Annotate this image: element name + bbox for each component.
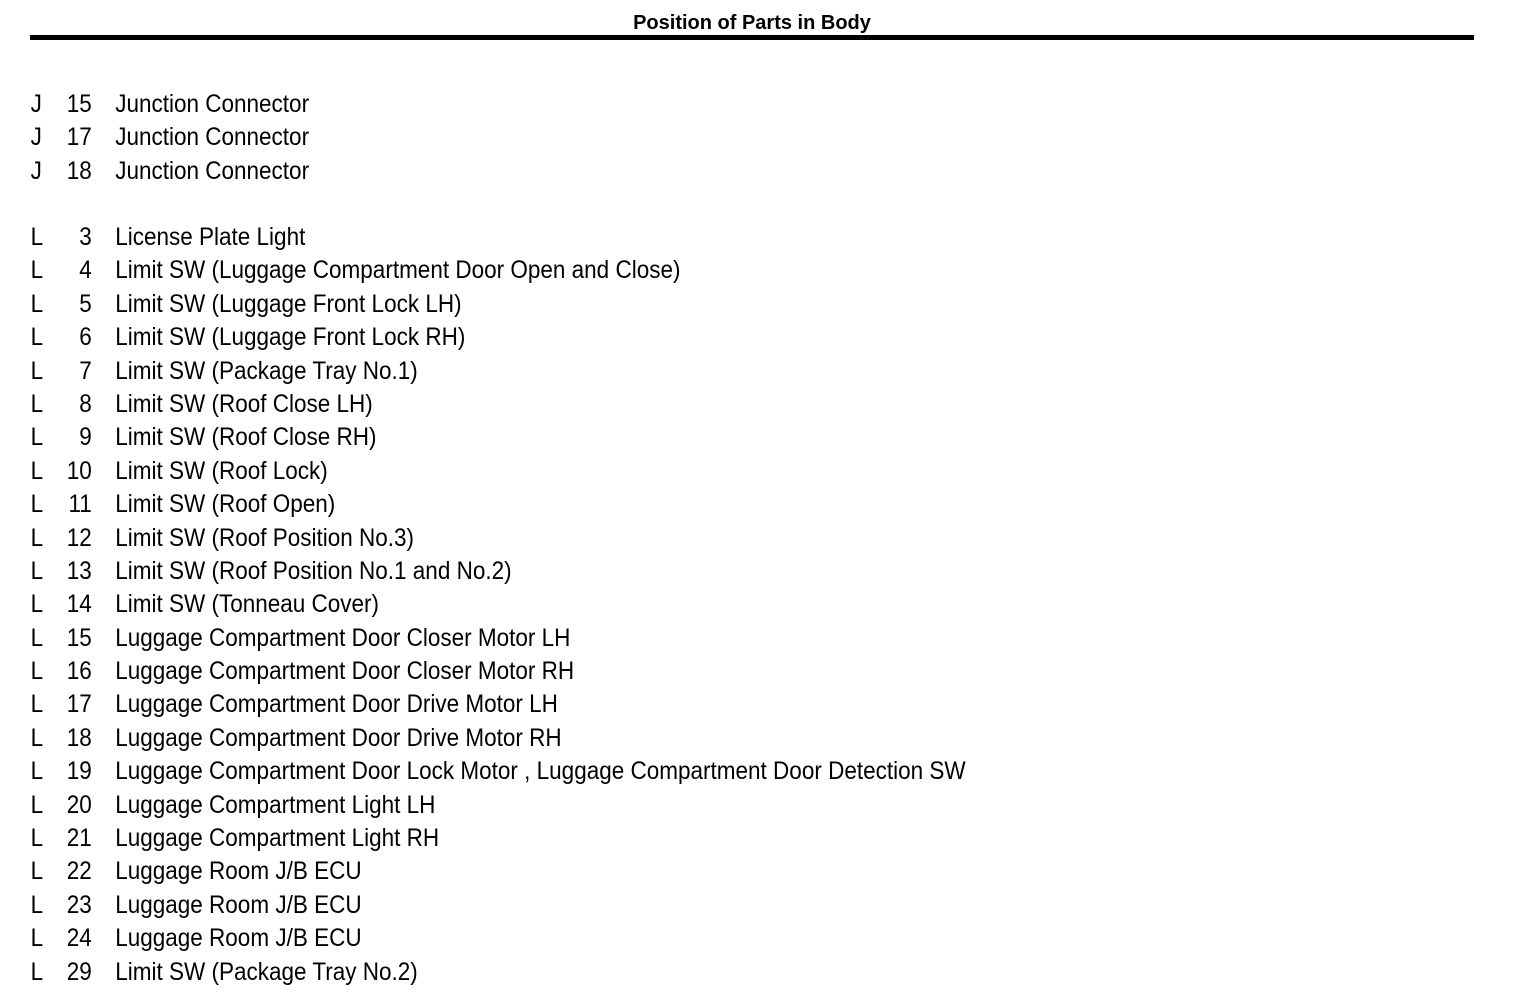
part-number: 5 [79,289,92,318]
part-prefix: L [30,323,44,352]
part-prefix: L [30,690,44,719]
page-header [30,0,1474,42]
part-name: Luggage Room J/B ECU [115,924,362,953]
part-row [0,622,1368,655]
part-prefix: J [30,90,42,118]
part-row [0,588,1368,621]
part-row [0,755,1368,788]
part-name: Limit SW (Roof Close RH) [115,423,377,452]
part-row [0,488,1368,521]
part-prefix: L [30,389,44,418]
part-name: Limit SW (Roof Lock) [115,456,328,485]
part-prefix: L [30,623,44,652]
part-number: 11 [68,490,92,519]
part-row [0,321,1368,354]
part-number: 4 [79,256,92,285]
part-name: Luggage Compartment Door Closer Motor RH [115,657,575,686]
part-prefix: L [30,757,44,786]
part-prefix: L [30,590,44,619]
part-row [0,355,1368,388]
part-row [0,388,1368,421]
part-prefix: L [30,256,44,285]
part-prefix: L [30,657,44,686]
part-prefix: L [30,857,44,886]
part-number: 29 [66,957,92,986]
part-name: Luggage Compartment Door Closer Motor LH [115,623,571,652]
part-prefix: L [30,490,44,519]
part-number: 9 [79,423,92,452]
part-name: License Plate Light [115,223,306,251]
part-row [0,88,1368,121]
part-number: 23 [66,890,92,919]
part-name: Luggage Room J/B ECU [115,890,362,919]
part-name: Limit SW (Roof Position No.1 and No.2) [115,556,512,585]
part-prefix: L [30,890,44,919]
part-prefix: L [30,423,44,452]
part-row [0,121,1368,154]
part-number: 24 [66,924,92,953]
part-prefix: L [30,556,44,585]
part-number: 14 [66,590,92,619]
part-name: Limit SW (Package Tray No.2) [115,957,418,986]
part-row [0,789,1368,822]
part-row [0,221,1368,254]
part-prefix: L [30,723,44,752]
part-row [0,655,1368,688]
part-row [0,889,1368,922]
part-number: 20 [66,790,92,819]
part-number: 12 [66,523,92,552]
part-name: Junction Connector [115,156,310,185]
part-number: 17 [66,690,92,719]
parts-group-l [0,221,1520,989]
part-name: Luggage Room J/B ECU [115,857,362,886]
part-number: 10 [66,456,92,485]
part-name: Limit SW (Roof Close LH) [115,389,373,418]
title-divider [30,35,1474,40]
part-row [0,522,1368,555]
part-name: Luggage Compartment Light RH [115,824,440,853]
part-name: Limit SW (Package Tray No.1) [115,356,418,385]
part-row [0,922,1368,955]
part-name: Limit SW (Luggage Compartment Door Open and Close) [115,256,681,285]
part-name: Limit SW (Luggage Front Lock LH) [115,289,462,318]
parts-group-j [0,88,1520,188]
part-name: Luggage Compartment Door Lock Motor , Luggage Compartment Door Detection SW [115,757,966,786]
part-prefix: L [30,924,44,953]
part-prefix: L [30,824,44,853]
part-row [0,421,1368,454]
part-number: 13 [66,556,92,585]
part-prefix: L [30,957,44,986]
part-number: 21 [66,824,92,853]
part-prefix: L [30,523,44,552]
part-row [0,555,1368,588]
part-prefix: L [30,456,44,485]
part-prefix: L [30,223,44,251]
part-name: Limit SW (Tonneau Cover) [115,590,380,619]
part-name: Limit SW (Luggage Front Lock RH) [115,323,466,352]
page-title: Position of Parts in Body [633,12,871,34]
part-prefix: L [30,356,44,385]
part-number: 18 [66,156,92,185]
part-prefix: J [30,156,42,185]
part-row [0,822,1368,855]
part-row [0,688,1368,721]
part-number: 16 [66,657,92,686]
part-name: Luggage Compartment Light LH [115,790,436,819]
part-number: 6 [79,323,92,352]
part-name: Luggage Compartment Door Drive Motor RH [115,723,562,752]
part-number: 17 [66,123,92,152]
part-name: Luggage Compartment Door Drive Motor LH [115,690,558,719]
part-row [0,155,1368,188]
part-row [0,956,1368,989]
part-name: Junction Connector [115,90,310,118]
part-name: Limit SW (Roof Open) [115,490,336,519]
part-prefix: L [30,289,44,318]
part-prefix: L [30,790,44,819]
part-prefix: J [30,123,42,152]
part-row [0,254,1368,287]
part-number: 7 [79,356,92,385]
part-number: 22 [66,857,92,886]
part-row [0,455,1368,488]
part-number: 19 [66,757,92,786]
part-number: 3 [79,223,92,251]
part-row [0,722,1368,755]
part-number: 15 [66,623,92,652]
part-number: 18 [66,723,92,752]
part-name: Limit SW (Roof Position No.3) [115,523,415,552]
part-number: 8 [79,389,92,418]
part-name: Junction Connector [115,123,310,152]
part-number: 15 [66,90,92,118]
part-row [0,288,1368,321]
part-row [0,855,1368,888]
